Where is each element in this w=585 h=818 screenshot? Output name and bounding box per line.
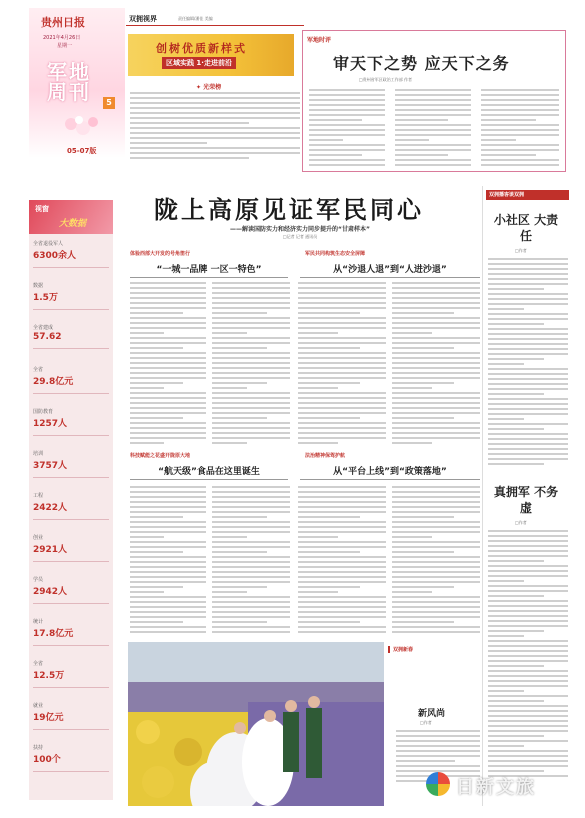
masthead-brand: 贵州日报: [41, 16, 85, 29]
data-sidebar-item-divider: [33, 435, 109, 436]
editorial-tag: 军地时评: [307, 37, 332, 44]
data-sidebar-item-divider: [33, 645, 109, 646]
data-sidebar-item-label: 全省建成: [33, 325, 54, 331]
data-sidebar: [29, 200, 113, 800]
data-sidebar-item-label: 国防教育: [33, 409, 54, 415]
watermark-text: 日新文旅: [456, 777, 536, 798]
data-sidebar-item-value: 2942人: [33, 587, 68, 597]
subsection-4-kicker: 法治精神保驾护航: [305, 453, 346, 459]
data-sidebar-item-divider: [33, 519, 109, 520]
data-sidebar-item-label: 培训: [33, 451, 44, 457]
story-col-8: [392, 486, 480, 634]
right-story1-body: [488, 258, 568, 468]
data-sidebar-item-value: 19亿元: [33, 713, 64, 723]
data-sidebar-item-divider: [33, 477, 109, 478]
right-column-tag: 双拥播客谈双拥: [486, 190, 569, 200]
story-col-7: [298, 486, 386, 634]
editorial-col-2: [395, 89, 471, 167]
subsection-2-rule: [300, 277, 480, 278]
data-sidebar-list: [33, 240, 109, 796]
right-story2-title: 真拥军 不务虚: [493, 485, 559, 515]
data-sidebar-item-value: 2921人: [33, 545, 68, 555]
story-col-4: [392, 282, 480, 450]
story-col-3: [298, 282, 386, 450]
right-story2-byline: □作者: [515, 520, 527, 525]
main-headline: 陇上高原见证军民同心: [154, 196, 424, 224]
data-sidebar-item-label: 全省退役军人: [33, 241, 64, 247]
data-sidebar-item: [33, 576, 109, 614]
data-sidebar-item-label: 全省: [33, 367, 44, 373]
data-sidebar-item-value: 57.62: [33, 332, 62, 342]
data-sidebar-tag-sub: 大数据: [59, 219, 87, 229]
banner-line2: 区域实践 1·走进前沿: [162, 57, 236, 69]
data-sidebar-item-value: 2422人: [33, 503, 68, 513]
data-sidebar-item-label: 数据: [33, 283, 44, 289]
editorial-byline: □贵州省军区政治工作部 作者: [359, 77, 413, 82]
story-col-5: [130, 486, 206, 634]
page-label: 双拥视界: [129, 15, 157, 23]
right-story2-body: [488, 530, 568, 780]
masthead-panel: [29, 8, 125, 158]
data-sidebar-item-value: 3757人: [33, 461, 68, 471]
story-col-1: [130, 282, 206, 450]
data-sidebar-item: [33, 492, 109, 530]
data-sidebar-tag: 视窗: [35, 205, 49, 213]
data-sidebar-item: [33, 660, 109, 698]
masthead-issue-badge: 5: [103, 97, 115, 109]
editorial-box: [302, 30, 566, 172]
data-sidebar-item-divider: [33, 309, 109, 310]
poem-title: 新风尚: [418, 709, 446, 719]
feature-banner: [128, 34, 294, 76]
honor-roll-label: [196, 82, 221, 91]
subsection-3-rule: [130, 479, 288, 480]
editorial-headline: 审天下之势 应天下之务: [333, 54, 510, 73]
story-col-6: [212, 486, 290, 634]
data-sidebar-item: [33, 408, 109, 446]
story-col-2: [212, 282, 290, 450]
subsection-3-kicker: 科技赋能之花盛开陇原大地: [130, 453, 191, 459]
data-sidebar-item-divider: [33, 267, 109, 268]
wedding-photo: [128, 642, 384, 806]
data-sidebar-item-divider: [33, 348, 109, 349]
watermark-logo: [426, 770, 576, 800]
data-sidebar-item-label: 统计: [33, 619, 44, 625]
data-sidebar-item-label: 工程: [33, 493, 44, 499]
top-rule: [126, 25, 304, 26]
data-sidebar-item-label: 全省: [33, 661, 44, 667]
masthead-weekday: 星期一: [57, 43, 73, 49]
data-sidebar-item-divider: [33, 393, 109, 394]
data-sidebar-item: [33, 240, 109, 278]
masthead-pages: 05-07版: [67, 147, 97, 155]
subsection-2-title: 从“沙退人退”到“人进沙退”: [333, 265, 447, 275]
subsection-1-kicker: 体验西部大开发的号角笛行: [130, 251, 191, 257]
data-sidebar-item-value: 29.8亿元: [33, 377, 74, 387]
data-sidebar-item-divider: [33, 687, 109, 688]
editor-line: 责任编辑/潘佳 美编: [178, 16, 213, 21]
editorial-col-1: [309, 89, 385, 167]
data-sidebar-item: [33, 282, 109, 320]
honor-roll-text: 光荣榜: [203, 84, 222, 91]
data-sidebar-item: [33, 618, 109, 656]
main-byline: □记者 记者 通讯员: [282, 234, 318, 239]
subsection-4-title: 从“平台上线”到“政策落地”: [333, 467, 447, 477]
data-sidebar-item-label: 就业: [33, 703, 44, 709]
data-sidebar-item: [33, 534, 109, 572]
masthead-flowers-illustration: [61, 114, 101, 140]
data-sidebar-item: [33, 744, 109, 782]
data-sidebar-item-value: 1.5万: [33, 293, 58, 303]
data-sidebar-item-value: 100个: [33, 755, 61, 765]
data-sidebar-item: [33, 324, 109, 362]
data-sidebar-item-divider: [33, 603, 109, 604]
subsection-2-kicker: 军民共同构筑生态安全屏障: [305, 251, 366, 257]
subsection-1-title: “一城一品牌 一区一特色”: [156, 265, 262, 275]
data-sidebar-item-value: 6300余人: [33, 251, 77, 261]
watermark-circle-icon: [426, 772, 450, 796]
honor-roll-icon: ✦: [196, 84, 202, 91]
right-story1-byline: □作者: [515, 248, 527, 253]
data-sidebar-item-label: 扶持: [33, 745, 44, 751]
banner-line1: 创树优质新样式: [156, 42, 247, 55]
data-sidebar-item: [33, 450, 109, 488]
poem-byline: □作者: [420, 720, 432, 725]
subsection-3-title: “航天级”食品在这里诞生: [158, 467, 260, 477]
masthead-section-title: 军地周刊: [47, 60, 91, 104]
editorial-col-3: [481, 89, 559, 167]
data-sidebar-item-divider: [33, 729, 109, 730]
right-column-rule: [482, 186, 483, 806]
data-sidebar-item-divider: [33, 771, 109, 772]
masthead-date: 2021年4月26日: [43, 35, 81, 41]
data-sidebar-item-divider: [33, 561, 109, 562]
data-sidebar-item-value: 1257人: [33, 419, 68, 429]
honor-roll-text-block: [130, 92, 300, 162]
data-sidebar-item-value: 12.5万: [33, 671, 65, 681]
subsection-4-rule: [300, 479, 480, 480]
main-subtitle: ——解读国防实力和经济实力同步提升的“甘肃样本”: [230, 226, 370, 233]
data-sidebar-item: [33, 366, 109, 404]
right-story1-title: 小社区 大责任: [493, 213, 559, 243]
data-sidebar-item-label: 创业: [33, 535, 44, 541]
data-sidebar-item-value: 17.8亿元: [33, 629, 74, 639]
data-sidebar-item-label: 学员: [33, 577, 44, 583]
subsection-1-rule: [130, 277, 288, 278]
data-sidebar-item: [33, 702, 109, 740]
photo-section-tag: 双拥新春: [388, 646, 413, 653]
data-sidebar-header: [29, 200, 113, 234]
